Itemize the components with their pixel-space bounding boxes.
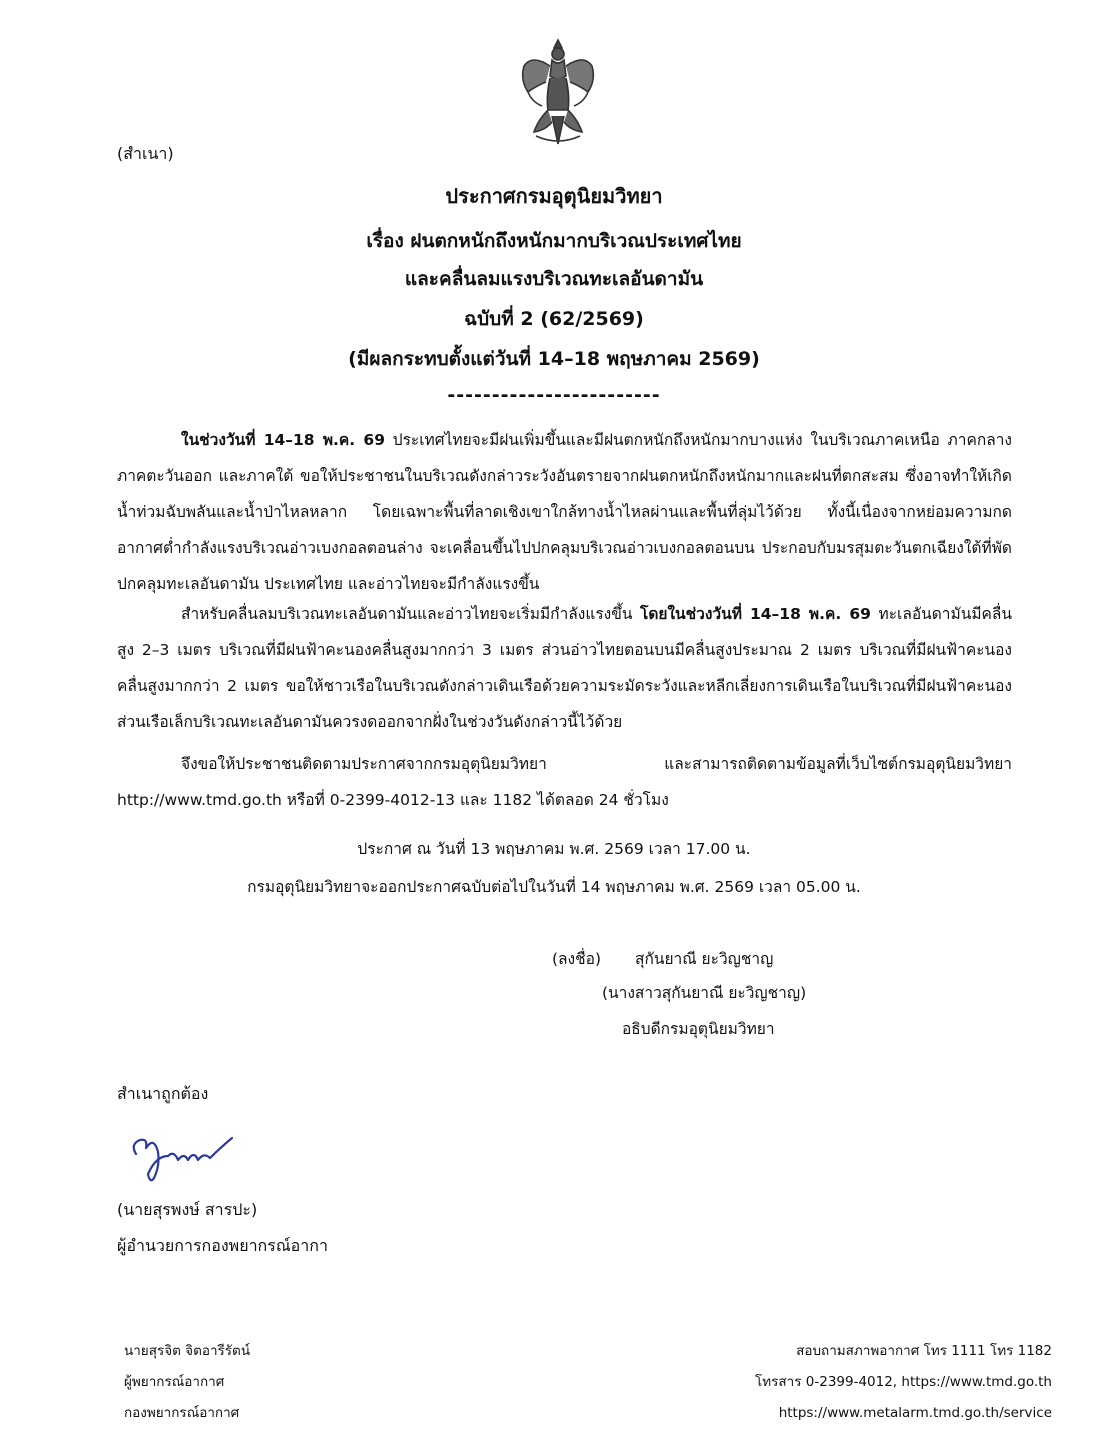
forecaster-division: กองพยากรณ์อากาศ <box>124 1405 240 1421</box>
p1-text: ประเทศไทยจะมีฝนเพิ่มขึ้นและมีฝนตกหนักถึงหนักมากบางแห่ง ในบริเวณภาคเหนือ ภาคกลาง ภาคตะวันออก และภาคใต้ ขอให้ประชาชนในบริเวณดังกล่าวระวังอันตรายจากฝนตกหนักถึงหนักมากและฝนที่ตกสะสม ซึ่งอาจทำให้เกิดน้ำท่วมฉับพลันและน้ำป่าไหลหลาก โดยเฉพาะพื้นที่ลาดเชิงเขาใกล้ทางน้ำไหลผ่านและพื้นที่ลุ่มไว้ด้วย ทั้งนี้เนื่องจากหย่อมความกดอากาศต่ำกำลังแรงบริเวณอ่าวเบงกอลตอนล่าง จะเคลื่อนขึ้นไปปกคลุมบริเวณอ่าวเบงกอลตอนบน ประกอบกับมรสุมตะวันตกเฉียงใต้ที่พัดปกคลุมทะเลอันดามัน ประเทศไทย และอ่าวไทยจะมีกำลังแรงขึ้น <box>117 431 1012 593</box>
forecaster-title: ผู้พยากรณ์อากาศ <box>124 1374 225 1390</box>
separator-line: ------------------------ <box>447 384 661 406</box>
effective-period: (มีผลกระทบตั้งแต่วันที่ 14–18 พฤษภาคม 2569) <box>348 348 760 370</box>
signed-label: (ลงชื่อ) <box>552 950 601 968</box>
footer-left <box>124 1336 250 1429</box>
body-paragraph-1 <box>117 422 1012 602</box>
certified-copy-label: สำเนาถูกต้อง <box>117 1084 209 1103</box>
next-issue-notice: กรมอุตุนิยมวิทยาจะออกประกาศฉบับต่อไปในวันที่ 14 พฤษภาคม พ.ศ. 2569 เวลา 05.00 น. <box>247 878 861 896</box>
issue-number: ฉบับที่ 2 (62/2569) <box>464 308 644 330</box>
certifier-position: ผู้อำนวยการกองพยากรณ์อากา <box>117 1236 328 1255</box>
announcement-title: ประกาศกรมอุตุนิยมวิทยา <box>445 184 663 208</box>
contact-service-url: https://www.metalarm.tmd.go.th/service <box>778 1405 1052 1421</box>
body-paragraph-2 <box>117 596 1012 740</box>
contact-fax-web: โทรสาร 0-2399-4012, https://www.tmd.go.th <box>755 1374 1052 1390</box>
p2-text-b: ทะเลอันดามันมีคลื่นสูง 2–3 เมตร บริเวณที่มีฝนฟ้าคะนองคลื่นสูงมากกว่า 3 เมตร ส่วนอ่าวไทยตอนบนมีคลื่นสูงประมาณ 2 เมตร บริเวณที่มีฝนฟ้าคะนองคลื่นสูงมากกว่า 2 เมตร ขอให้ชาวเรือในบริเวณดังกล่าวเดินเรือด้วยความระมัดระวังและหลีกเลี่ยงการเดินเรือในบริเวณที่มีฝนฟ้าคะนอง ส่วนเรือเล็กบริเวณทะเลอันดามันควรงดออกจากฝั่งในช่วงวันดังกล่าวนี้ไว้ด้วย <box>117 605 1013 731</box>
subject-line-1: เรื่อง ฝนตกหนักถึงหนักมากบริเวณประเทศไทย <box>366 230 742 252</box>
signature-line <box>552 946 773 971</box>
handwritten-signature-icon <box>128 1126 238 1186</box>
signatory-full-name: (นางสาวสุกันยาณี ยะวิญชาญ) <box>602 984 807 1002</box>
contact-phone: สอบถามสภาพอากาศ โทร 1111 โทร 1182 <box>796 1343 1052 1359</box>
garuda-emblem-icon <box>518 36 598 148</box>
forecaster-name: นายสุรจิต จิตอารีรัตน์ <box>124 1343 251 1359</box>
signatory-name: สุกันยาณี ยะวิญชาญ <box>635 950 774 968</box>
footer-right <box>755 1336 1052 1429</box>
p2-text-a: สำหรับคลื่นลมบริเวณทะเลอันดามันและอ่าวไทยจะเริ่มมีกำลังแรงขึ้น <box>181 605 640 623</box>
copy-mark: (สำเนา) <box>117 144 174 163</box>
p3-text: จึงขอให้ประชาชนติดตามประกาศจากกรมอุตุนิยมวิทยา และสามารถติดตามข้อมูลที่เว็บไซต์กรมอุตุนิยมวิทยา http://www.tmd.go.th หรือที่ 0-2399-4012-13 และ 1182 ได้ตลอด 24 ชั่วโมง <box>117 755 1012 809</box>
signatory-position: อธิบดีกรมอุตุนิยมวิทยา <box>622 1020 775 1038</box>
subject-line-2: และคลื่นลมแรงบริเวณทะเลอันดามัน <box>404 268 704 290</box>
p2-bold-period: โดยในช่วงวันที่ 14–18 พ.ค. 69 <box>640 605 871 623</box>
body-paragraph-3 <box>117 746 1012 818</box>
issued-datetime: ประกาศ ณ วันที่ 13 พฤษภาคม พ.ศ. 2569 เวลา 17.00 น. <box>357 840 751 858</box>
p1-bold-period: ในช่วงวันที่ 14–18 พ.ค. 69 <box>181 431 385 449</box>
certifier-name: (นายสุรพงษ์ สารปะ) <box>117 1200 258 1219</box>
